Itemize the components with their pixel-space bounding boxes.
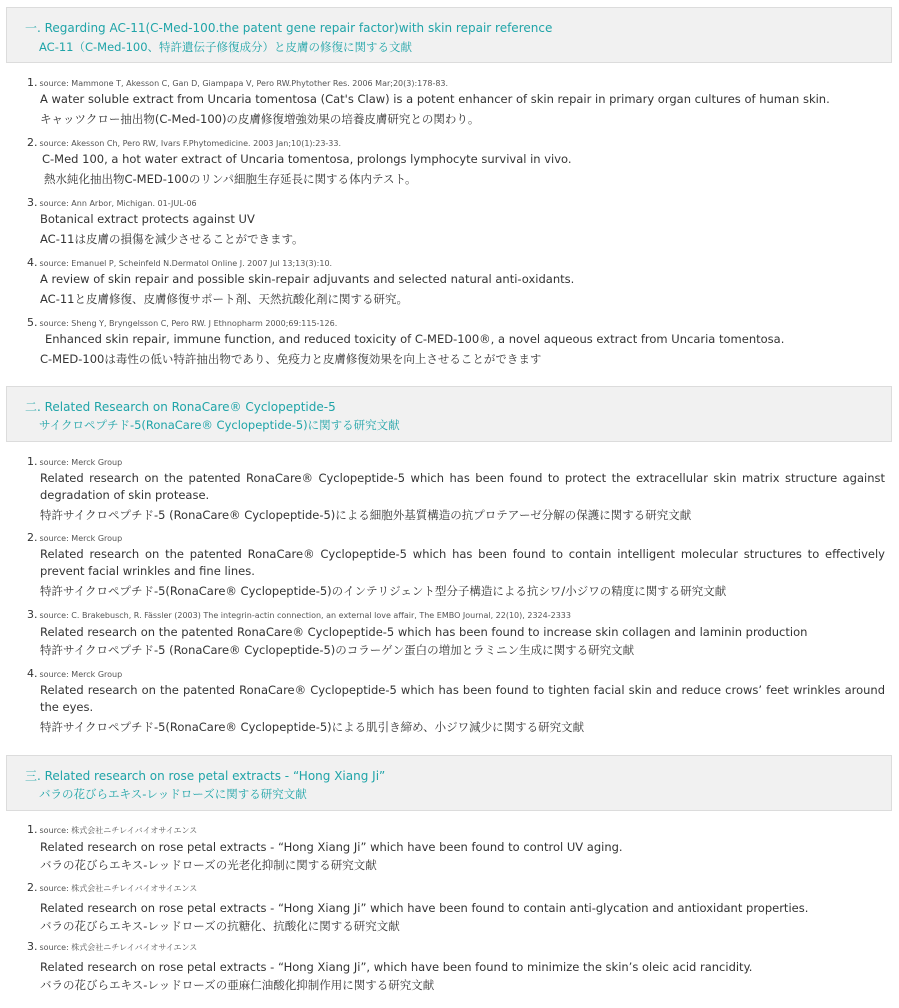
reference-source (27, 608, 571, 621)
reference-number: 1. (27, 823, 38, 836)
reference-source (27, 316, 337, 329)
reference-number: 4. (27, 667, 38, 680)
reference-title-en: Related research on the patented RonaCare® Cyclopeptide-5 which has been found to protect the extracellular skin matrix structure against degradation of skin protease. (40, 471, 885, 502)
reference-title-en: Enhanced skin repair, immune function, and reduced toxicity of C-MED-100®, a novel aqueous extract from Uncaria tomentosa. (45, 332, 785, 346)
section-header (6, 386, 892, 442)
source-text: source: Sheng Y, Bryngelsson C, Pero RW. J Ethnopharm 2000;69:115-126. (39, 319, 338, 328)
reference-number: 4. (27, 256, 38, 269)
reference-title-ja: 特許サイクロペプチド-5(RonaCare® Cyclopeptide-5)のインテリジェント型分子構造による抗シワ/小ジワの精度に関する研究文献 (40, 584, 727, 598)
reference-title-ja: バラの花びらエキス-レッドローズの光老化抑制に関する研究文献 (40, 858, 377, 872)
reference-source (27, 667, 122, 680)
reference-title-ja: 特許サイクロペプチド-5 (RonaCare® Cyclopeptide-5)による細胞外基質構造の抗プロテアーゼ分解の保護に関する研究文献 (40, 508, 692, 522)
reference-title-en: Related research on the patented RonaCare® Cyclopeptide-5 which has been found to contain intelligent molecular structures to effectively prevent facial wrinkles and fine lines. (40, 547, 885, 578)
reference-number: 2. (27, 531, 38, 544)
section-header (6, 7, 892, 63)
reference-source (27, 531, 122, 544)
source-text: source: Mammone T, Akesson C, Gan D, Giampapa V, Pero RW.Phytother Res. 2006 Mar;20(3):178-83. (39, 79, 449, 88)
reference-title-en: Related research on the patented RonaCare® Cyclopeptide-5 which has been found to tighten facial skin and reduce crows’ feet wrinkles around the eyes. (40, 683, 885, 714)
source-text: source: Merck Group (39, 534, 123, 543)
reference-title-ja: C-MED-100は毒性の低い特許抽出物であり、免疫力と皮膚修復効果を向上させることができます (40, 352, 542, 366)
section-header (6, 755, 892, 811)
reference-number: 2. (27, 881, 38, 894)
section-title-ja: バラの花びらエキス-レッドローズに関する研究文献 (39, 787, 307, 801)
reference-title-en: A review of skin repair and possible skin-repair adjuvants and selected natural anti-oxidants. (40, 272, 575, 286)
reference-source (27, 455, 122, 468)
reference-title-en: Related research on rose petal extracts - “Hong Xiang Ji” which have been found to control UV aging. (40, 840, 623, 854)
reference-number: 3. (27, 940, 38, 953)
reference-number: 1. (27, 76, 38, 89)
reference-title-ja: 特許サイクロペプチド-5 (RonaCare® Cyclopeptide-5)のコラーゲン蛋白の増加とラミニン生成に関する研究文献 (40, 643, 635, 657)
section-title-en: 一. Regarding AC-11(C-Med-100.the patent gene repair factor)with skin repair reference (25, 21, 553, 35)
reference-number: 3. (27, 196, 38, 209)
reference-source (27, 136, 341, 149)
source-text: source: Merck Group (39, 458, 123, 467)
reference-title-ja: 特許サイクロペプチド-5(RonaCare® Cyclopeptide-5)による肌引き締め、小ジワ減少に関する研究文献 (40, 720, 585, 734)
source-text: source: Ann Arbor, Michigan. 01-JUL-06 (39, 199, 197, 208)
reference-source (27, 196, 197, 209)
reference-number: 3. (27, 608, 38, 621)
source-text: source: Akesson Ch, Pero RW, Ivars F.Phytomedicine. 2003 Jan;10(1):23-33. (39, 139, 342, 148)
reference-title-ja: バラの花びらエキス-レッドローズの亜麻仁油酸化抑制作用に関する研究文献 (40, 978, 435, 992)
reference-title-en: Related research on the patented RonaCare® Cyclopeptide-5 which has been found to increase skin collagen and laminin production (40, 625, 808, 639)
reference-title-en: A water soluble extract from Uncaria tomentosa (Cat's Claw) is a potent enhancer of skin repair in primary organ cultures of human skin. (40, 92, 830, 106)
reference-number: 1. (27, 455, 38, 468)
source-text: source: 株式会社ニチレイバイオサイエンス (39, 826, 198, 835)
reference-title-ja: キャッツクロー抽出物(C-Med-100)の皮膚修復増強効果の培養皮膚研究との関わり。 (40, 112, 480, 126)
reference-title-en: Related research on rose petal extracts - “Hong Xiang Ji” which have been found to contain anti-glycation and antioxidant properties. (40, 901, 809, 915)
reference-title-ja: AC-11は皮膚の損傷を減少させることができます。 (40, 232, 304, 246)
reference-title-en: C-Med 100, a hot water extract of Uncaria tomentosa, prolongs lymphocyte survival in vivo. (42, 152, 572, 166)
section-title-ja: AC-11（C-Med-100、特許遺伝子修復成分）と皮膚の修復に関する文献 (39, 40, 413, 54)
section-title-ja: サイクロペプチド-5(RonaCare® Cyclopeptide-5)に関する研究文献 (39, 418, 400, 432)
reference-title-en: Related research on rose petal extracts - “Hong Xiang Ji”, which have been found to minimize the skin’s oleic acid rancidity. (40, 960, 753, 974)
reference-title-ja: 熱水純化抽出物C-MED-100のリンパ細胞生存延長に関する体内テスト。 (44, 172, 417, 186)
reference-title-ja: バラの花びらエキス-レッドローズの抗糖化、抗酸化に関する研究文献 (40, 919, 400, 933)
source-text: source: 株式会社ニチレイバイオサイエンス (39, 884, 198, 893)
reference-source (27, 76, 448, 89)
reference-number: 5. (27, 316, 38, 329)
reference-title-ja: AC-11と皮膚修復、皮膚修復サポート剤、天然抗酸化剤に関する研究。 (40, 292, 408, 306)
source-text: source: 株式会社ニチレイバイオサイエンス (39, 943, 198, 952)
reference-number: 2. (27, 136, 38, 149)
reference-source (27, 823, 197, 836)
reference-source (27, 940, 197, 953)
source-text: source: Emanuel P, Scheinfeld N.Dermatol Online J. 2007 Jul 13;13(3):10. (39, 259, 333, 268)
section-title-en: 三. Related research on rose petal extracts - “Hong Xiang Ji” (25, 769, 386, 783)
reference-title-en: Botanical extract protects against UV (40, 212, 255, 226)
section-title-en: 二. Related Research on RonaCare® Cyclopeptide-5 (25, 400, 336, 414)
reference-source (27, 256, 332, 269)
reference-source (27, 881, 197, 894)
source-text: source: C. Brakebusch, R. Fässler (2003) The integrin-actin connection, an external love affair, The EMBO Journal, 22(10), 2324-2333 (39, 611, 571, 620)
source-text: source: Merck Group (39, 670, 123, 679)
